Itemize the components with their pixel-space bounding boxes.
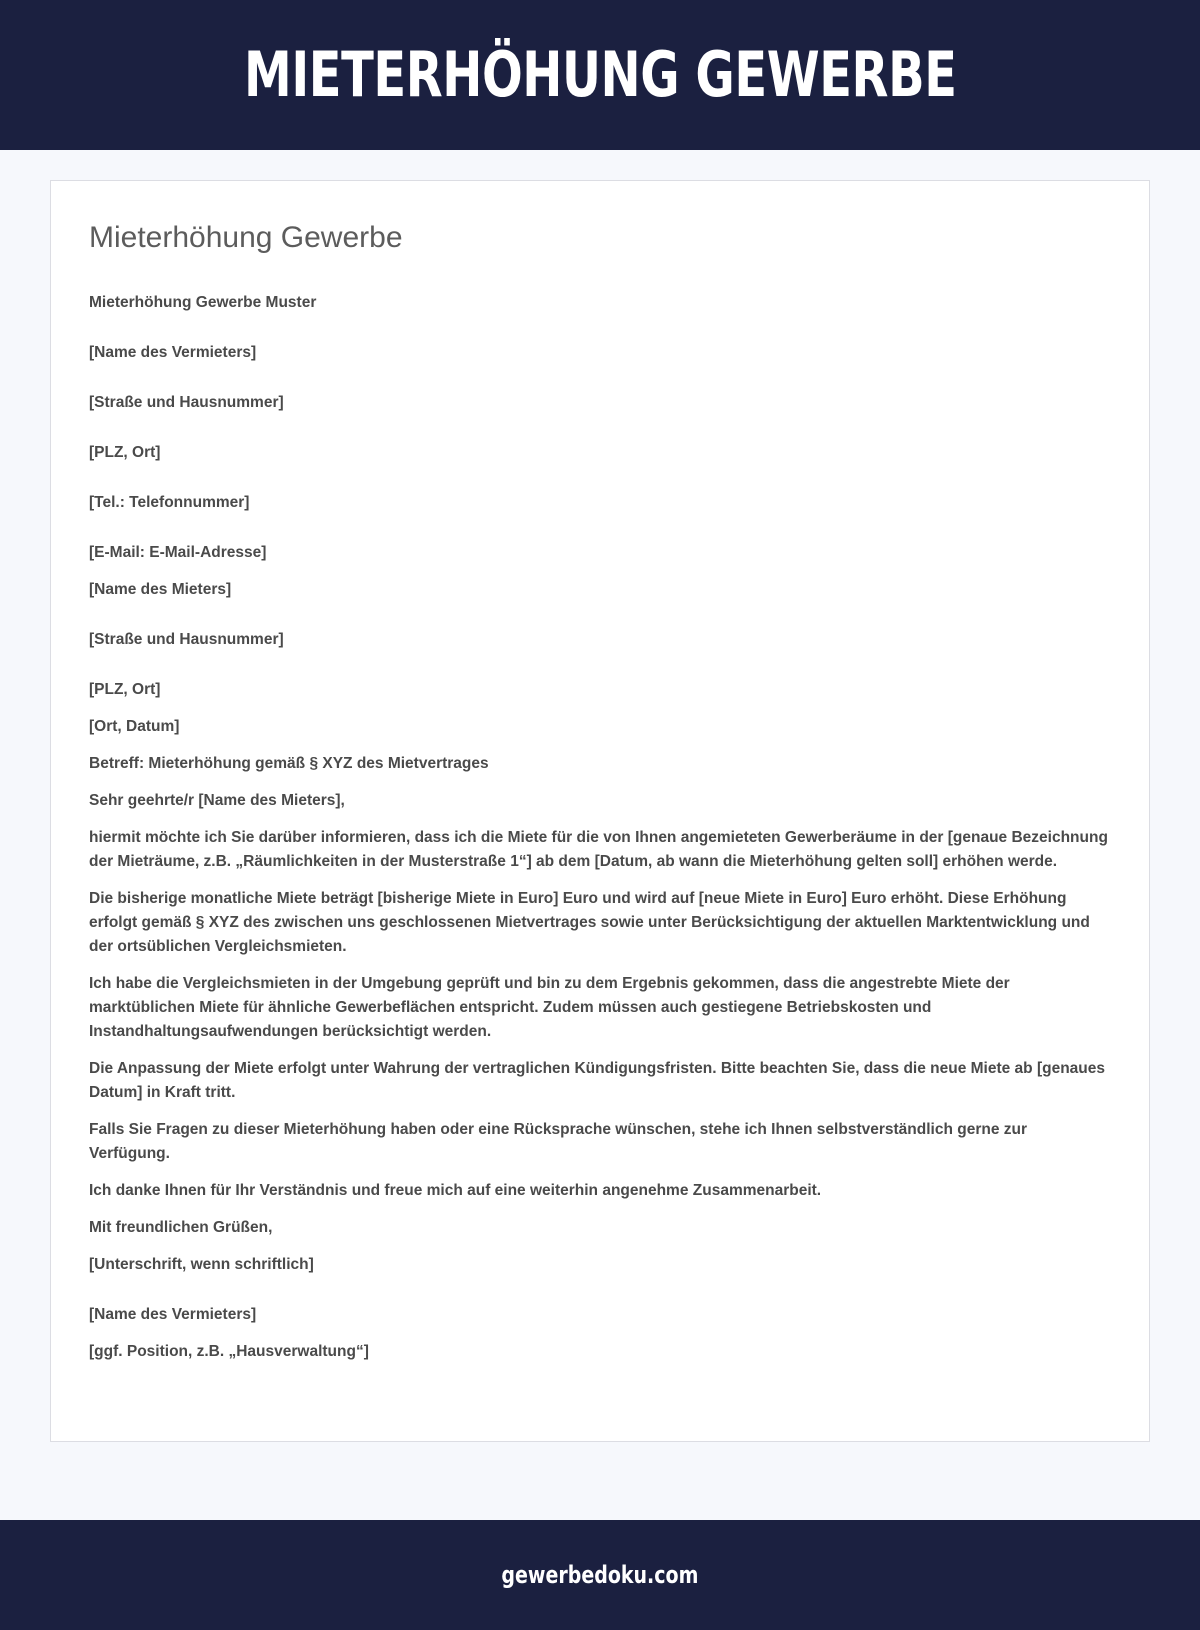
site-header-banner (0, 0, 1200, 150)
document-paragraph: Falls Sie Fragen zu dieser Mieterhöhung haben oder eine Rücksprache wünschen, stehe ich Ihnen selbstverständlich gerne zur Verfügung. (89, 1120, 1027, 1162)
document-paragraph: Die Anpassung der Miete erfolgt unter Wahrung der vertraglichen Kündigungsfristen. Bitte beachten Sie, dass die neue Miete ab [genaues Datum] in Kraft tritt. (89, 1059, 1105, 1101)
document-paragraph: [E-Mail: E-Mail-Adresse] (89, 543, 267, 561)
banner-title: MIETERHÖHUNG GEWERBE (243, 38, 957, 111)
document-paragraph: [Ort, Datum] (89, 717, 180, 735)
document-paragraph: Mieterhöhung Gewerbe Muster (89, 293, 317, 311)
footer-spacer (0, 1442, 1200, 1520)
document-paragraph: [Tel.: Telefonnummer] (89, 493, 250, 511)
document-paragraph: Sehr geehrte/r [Name des Mieters], (89, 791, 345, 809)
document-card (50, 180, 1150, 1442)
page-body (0, 150, 1200, 1442)
document-paragraph: [Name des Mieters] (89, 580, 232, 598)
document-paragraph: Betreff: Mieterhöhung gemäß § XYZ des Mietvertrages (89, 754, 489, 772)
document-paragraph: [PLZ, Ort] (89, 680, 161, 698)
document-body (89, 291, 1111, 1364)
document-paragraph: Ich habe die Vergleichsmieten in der Umgebung geprüft und bin zu dem Ergebnis gekommen, dass die angestrebte Miete der marktüblichen Miete für ähnliche Gewerbeflächen entspricht. Zudem müssen auch gestiegene Betriebskosten und Instandhaltungsaufwendungen berücksichtigt werden. (89, 974, 1010, 1040)
site-footer (0, 1520, 1200, 1630)
document-paragraph: Mit freundlichen Grüßen, (89, 1218, 273, 1236)
document-paragraph: [Straße und Hausnummer] (89, 393, 284, 411)
document-paragraph: [ggf. Position, z.B. „Hausverwaltung“] (89, 1342, 369, 1360)
document-paragraph: [Straße und Hausnummer] (89, 630, 284, 648)
document-paragraph: Ich danke Ihnen für Ihr Verständnis und freue mich auf eine weiterhin angenehme Zusammenarbeit. (89, 1181, 822, 1199)
document-paragraph: hiermit möchte ich Sie darüber informieren, dass ich die Miete für die von Ihnen angemieteten Gewerberäume in der [genaue Bezeichnung der Mieträume, z.B. „Räumlichkeiten in der Musterstraße 1“] ab dem [Datum, ab wann die Mieterhöhung gelten soll] erhöhen werde. (89, 828, 1108, 870)
document-title: Mieterhöhung Gewerbe (89, 221, 403, 254)
document-paragraph: [Name des Vermieters] (89, 343, 257, 361)
document-paragraph: [PLZ, Ort] (89, 443, 161, 461)
document-paragraph: [Unterschrift, wenn schriftlich] (89, 1255, 314, 1273)
footer-site-name: gewerbedoku.com (501, 1561, 699, 1589)
document-paragraph: Die bisherige monatliche Miete beträgt [bisherige Miete in Euro] Euro und wird auf [neue Miete in Euro] Euro erhöht. Diese Erhöhung erfolgt gemäß § XYZ des zwischen uns geschlossenen Mietvertrages sowie unter Berücksichtigung der aktuellen Marktentwicklung und der ortsüblichen Vergleichsmieten. (89, 889, 1090, 955)
document-paragraph: [Name des Vermieters] (89, 1305, 257, 1323)
